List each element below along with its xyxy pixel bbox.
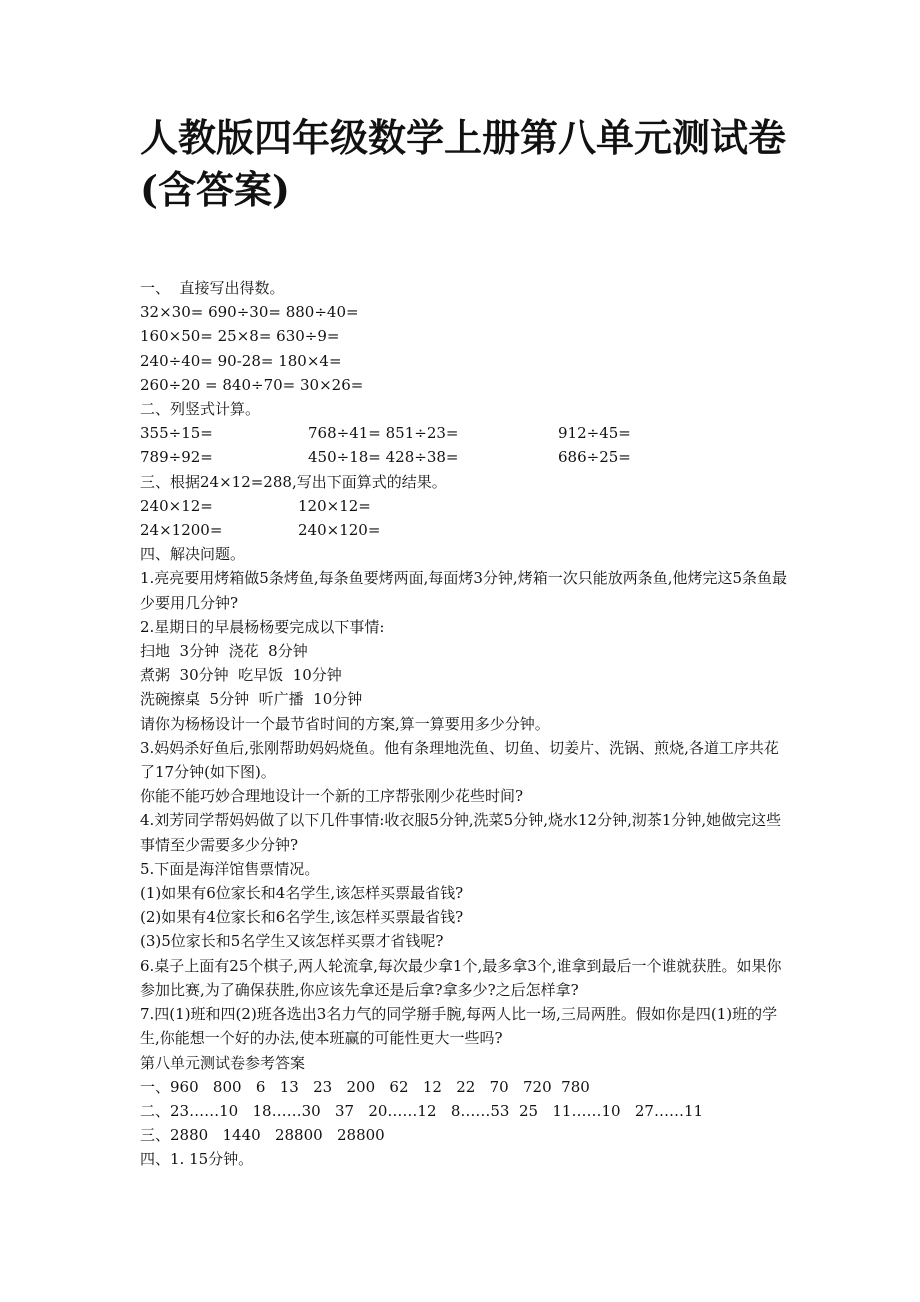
section1-row: 260÷20 = 840÷70= 30×26= xyxy=(140,375,364,394)
answer-section-1: 一、960 800 6 13 23 200 62 12 22 70 720 780 xyxy=(140,1077,590,1096)
question-3-ask: 你能不能巧妙合理地设计一个新的工序帮张刚少花些时间? xyxy=(140,787,524,806)
section1-heading: 一、 直接写出得数。 xyxy=(140,279,285,297)
section2-heading: 二、列竖式计算。 xyxy=(140,400,261,419)
calc-item: 789÷92= xyxy=(140,448,213,467)
calc-item: 24×1200= xyxy=(140,521,223,540)
calc-item: 768÷41= 851÷23= xyxy=(308,424,459,443)
answers-heading: 第八单元测试卷参考答案 xyxy=(140,1053,306,1072)
question-1: 1.亮亮要用烤箱做5条烤鱼,每条鱼要烤两面,每面烤3分钟,烤箱一次只能放两条鱼,他烤完这5条鱼最少要用几分钟? xyxy=(140,569,788,612)
answer-section-4: 四、1. 15分钟。 xyxy=(140,1150,254,1169)
answer-section-3: 三、2880 1440 28800 28800 xyxy=(140,1126,385,1145)
section3-row xyxy=(140,518,790,542)
question-5-part: (3)5位家长和5名学生又该怎样买票才省钱呢? xyxy=(140,932,444,951)
section2-row xyxy=(140,445,790,469)
question-2-intro: 2.星期日的早晨杨杨要完成以下事情: xyxy=(140,617,385,636)
section1-row: 32×30= 690÷30= 880÷40= xyxy=(140,303,359,322)
calc-item: 686÷25= xyxy=(558,448,631,467)
question-2-ask: 请你为杨杨设计一个最节省时间的方案,算一算要用多少分钟。 xyxy=(140,714,550,733)
section2-row xyxy=(140,421,790,445)
calc-item: 240×12= xyxy=(140,496,213,515)
section1-row: 240÷40= 90-28= 180×4= xyxy=(140,351,342,370)
section4-heading: 四、解决问题。 xyxy=(140,545,246,564)
section3-heading: 三、根据24×12=288,写出下面算式的结果。 xyxy=(140,472,447,491)
section1-row: 160×50= 25×8= 630÷9= xyxy=(140,327,340,346)
calc-item: 355÷15= xyxy=(140,424,213,443)
question-5-part: (2)如果有4位家长和6名学生,该怎样买票最省钱? xyxy=(140,908,464,927)
question-7: 7.四(1)班和四(2)班各选出3名力气的同学掰手腕,每两人比一场,三局两胜。假如你是四(1)班的学生,你能想一个好的办法,使本班赢的可能性更大一些吗? xyxy=(140,1005,778,1048)
question-2-task: 煮粥 30分钟 吃早饭 10分钟 xyxy=(140,666,342,685)
question-5-intro: 5.下面是海洋馆售票情况。 xyxy=(140,859,320,878)
question-6: 6.桌子上面有25个棋子,两人轮流拿,每次最少拿1个,最多拿3个,谁拿到最后一个谁就获胜。如果你参加比赛,为了确保获胜,你应该先拿还是后拿?拿多少?之后怎样拿? xyxy=(140,956,782,999)
document-title: 人教版四年级数学上册第八单元测试卷(含答案) xyxy=(140,115,787,212)
calc-item: 912÷45= xyxy=(558,424,631,443)
calc-item: 120×12= xyxy=(298,496,371,515)
calc-item: 450÷18= 428÷38= xyxy=(308,448,459,467)
question-2-task: 洗碗擦桌 5分钟 听广播 10分钟 xyxy=(140,690,363,709)
answer-section-2: 二、23……10 18……30 37 20……12 8……53 25 11……10 27……11 xyxy=(140,1101,704,1120)
section3-row xyxy=(140,494,790,518)
document-body xyxy=(140,276,790,1172)
question-5-part: (1)如果有6位家长和4名学生,该怎样买票最省钱? xyxy=(140,884,464,903)
calc-item: 240×120= xyxy=(298,521,381,540)
question-3-text: 3.妈妈杀好鱼后,张刚帮助妈妈烧鱼。他有条理地洗鱼、切鱼、切姜片、洗锅、煎烧,各道工序共花了17分钟(如下图)。 xyxy=(140,738,779,782)
question-2-task: 扫地 3分钟 浇花 8分钟 xyxy=(140,642,308,661)
question-4: 4.刘芳同学帮妈妈做了以下几件事情:收衣服5分钟,洗菜5分钟,烧水12分钟,沏茶1分钟,她做完这些事情至少需要多少分钟? xyxy=(140,811,782,854)
